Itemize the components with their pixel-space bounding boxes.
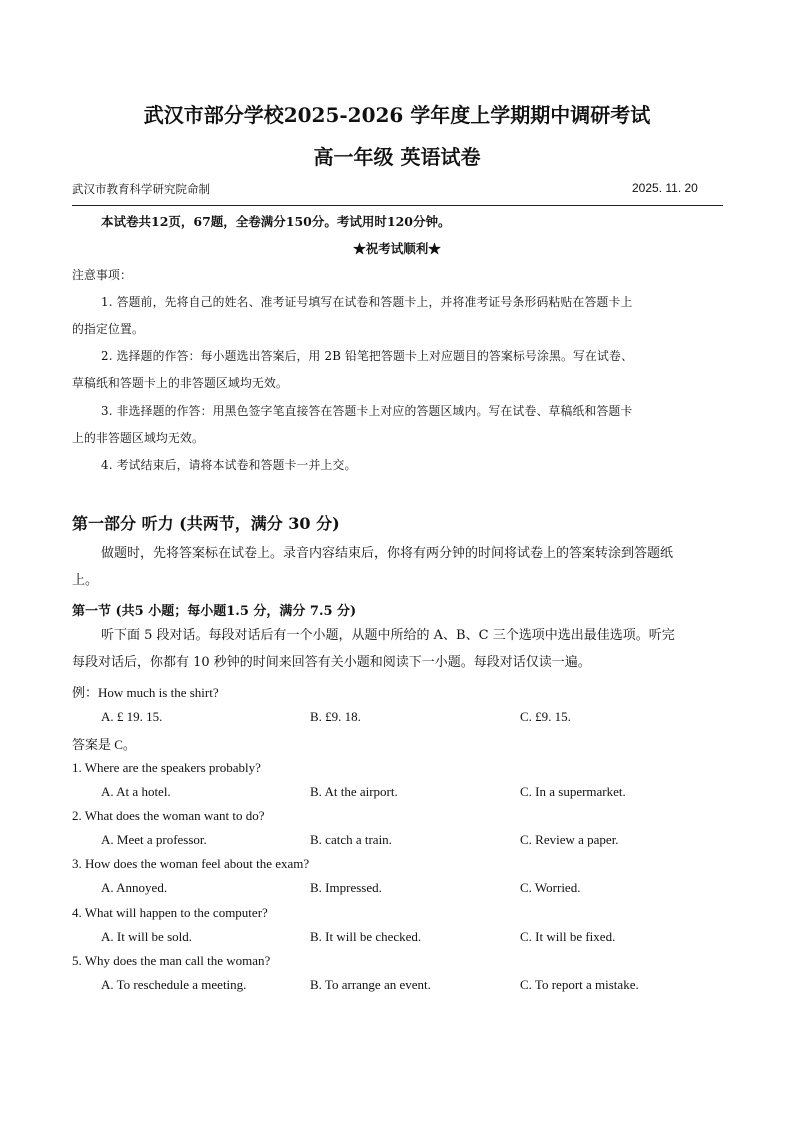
question-1-option-b: B. At the airport. (310, 784, 398, 799)
question-2-option-b: B. catch a train. (310, 832, 392, 847)
question-4-option-c: C. It will be fixed. (520, 929, 616, 944)
question-4: 4. What will happen to the computer? (72, 905, 268, 920)
exam-title: 武汉市部分学校2025-2026 学年度上学期期中调研考试 (143, 103, 651, 127)
question-5: 5. Why does the man call the woman? (72, 953, 271, 968)
exam-source: 武汉市教育科学研究院命制 (72, 182, 210, 196)
section-1-heading: 第一节 (共5 小题；每小题1.5 分，满分 7.5 分) (72, 604, 357, 619)
exam-summary: 本试卷共12页，67题，全卷满分150分。考试用时120分钟。 (101, 214, 451, 229)
note-4: 4. 考试结束后，请将本试卷和答题卡一并上交。 (101, 458, 357, 472)
question-3-option-c: C. Worried. (520, 880, 581, 895)
note-2-line-1: 2. 选择题的作答：每小题选出答案后，用 2B 铅笔把答题卡上对应题目的答案标号涂黑。写在试卷、 (101, 349, 633, 363)
question-4-option-a: A. It will be sold. (101, 929, 192, 944)
question-3-option-b: B. Impressed. (310, 880, 382, 895)
question-2-option-a: A. Meet a professor. (101, 832, 207, 847)
question-3-option-a: A. Annoyed. (101, 880, 168, 895)
note-3-line-2: 上的非答题区域均无效。 (72, 431, 204, 445)
question-3: 3. How does the woman feel about the exam? (72, 856, 310, 871)
question-1-option-c: C. In a supermarket. (520, 784, 626, 799)
section-1-desc-line-2: 每段对话后，你都有 10 秒钟的时间来回答有关小题和阅读下一小题。每段对话仅读一遍。 (72, 655, 591, 670)
note-3-line-1: 3. 非选择题的作答：用黑色签字笔直接答在答题卡上对应的答题区域内。写在试卷、草稿纸和答题卡 (101, 404, 633, 418)
part-1-desc-line-2: 上。 (72, 573, 99, 588)
part-1-desc-line-1: 做题时，先将答案标在试卷上。录音内容结束后，你将有两分钟的时间将试卷上的答案转涂到答题纸 (101, 546, 674, 561)
example-answer: 答案是 C。 (72, 737, 136, 752)
good-luck-line: ★祝考试顺利★ (353, 241, 441, 256)
question-4-option-b: B. It will be checked. (310, 929, 422, 944)
section-1-desc-line-1: 听下面 5 段对话。每段对话后有一个小题，从题中所给的 A、B、C 三个选项中选出最佳选项。听完 (101, 628, 675, 643)
question-1-option-a: A. At a hotel. (101, 784, 171, 799)
question-5-option-a: A. To reschedule a meeting. (101, 977, 247, 992)
question-5-option-c: C. To report a mistake. (520, 977, 639, 992)
header-divider (72, 205, 723, 206)
example-option-a: A. £ 19. 15. (101, 709, 163, 724)
example-question: 例：How much is the shirt? (72, 685, 219, 700)
note-1-line-2: 的指定位置。 (72, 322, 144, 336)
example-option-c: C. £9. 15. (520, 709, 571, 724)
notes-title: 注意事项： (72, 268, 132, 282)
question-2-option-c: C. Review a paper. (520, 832, 619, 847)
exam-date: 2025. 11. 20 (632, 181, 698, 195)
question-5-option-b: B. To arrange an event. (310, 977, 431, 992)
exam-subtitle: 高一年级 英语试卷 (313, 145, 481, 169)
question-2: 2. What does the woman want to do? (72, 808, 265, 823)
note-2-line-2: 草稿纸和答题卡上的非答题区域均无效。 (72, 376, 288, 390)
question-1: 1. Where are the speakers probably? (72, 760, 261, 775)
note-1-line-1: 1. 答题前，先将自己的姓名、准考证号填写在试卷和答题卡上，并将准考证号条形码粘贴在答题卡上 (101, 295, 633, 309)
example-option-b: B. £9. 18. (310, 709, 361, 724)
part-1-heading: 第一部分 听力 (共两节，满分 30 分) (72, 514, 340, 533)
